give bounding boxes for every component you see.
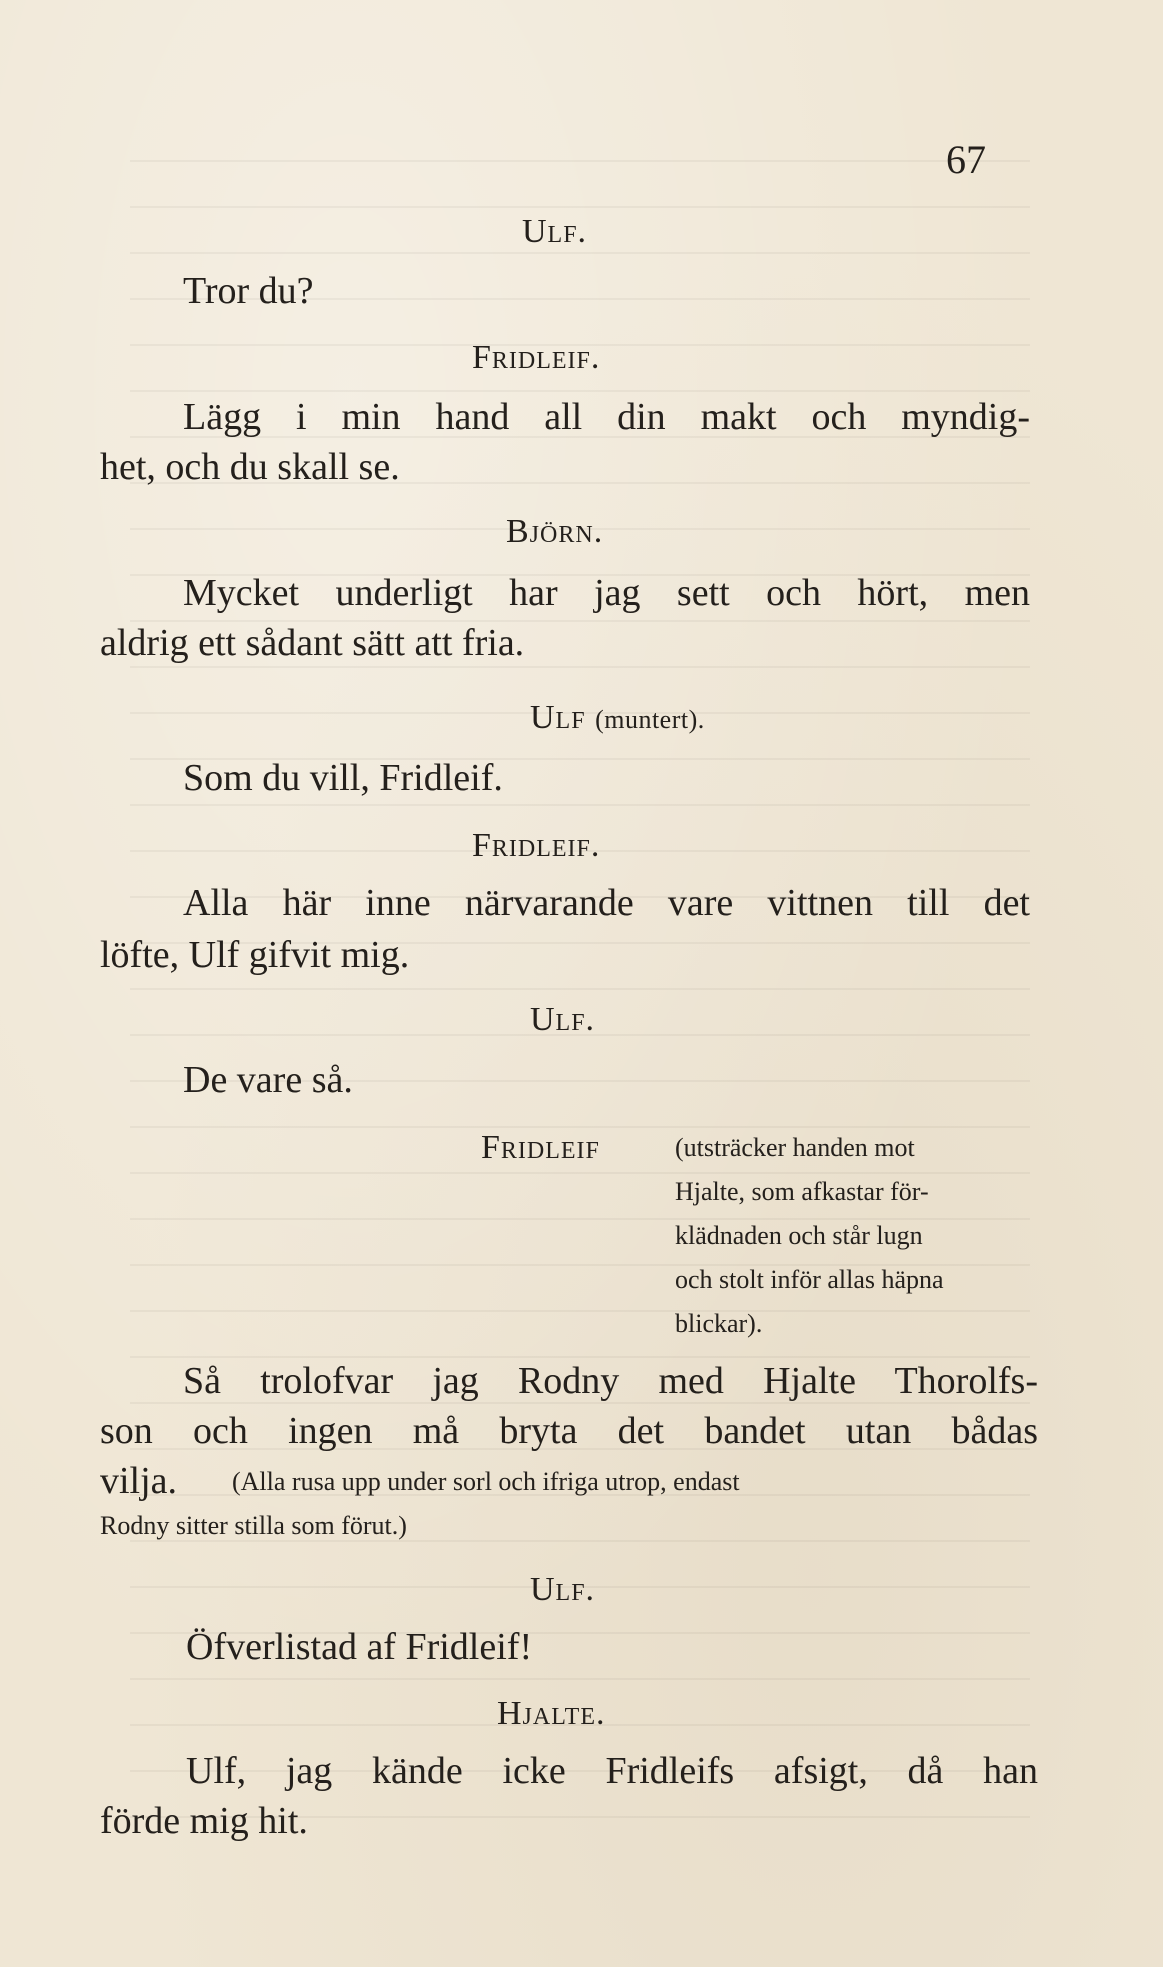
stage-direction-line: Rodny sitter stilla som förut.) <box>100 1511 407 1540</box>
speaker-ulf: Ulf. <box>530 1001 596 1038</box>
dialogue-line: Tror du? <box>183 270 314 312</box>
dialogue-line: Alla här inne närvarande vare vittnen till det <box>183 882 1030 924</box>
stage-direction: (muntert). <box>595 705 705 734</box>
speaker-fridleif: Fridleif. <box>472 827 601 864</box>
speaker-ulf: Ulf. <box>522 213 588 250</box>
stage-direction-line: och stolt inför allas häpna <box>675 1265 944 1294</box>
speaker-bjorn: Björn. <box>506 513 604 550</box>
dialogue-line: vilja. <box>100 1460 178 1502</box>
stage-direction-line: (utsträcker handen mot <box>675 1133 915 1162</box>
dialogue-line: het, och du skall se. <box>100 446 400 488</box>
dialogue-line: Mycket underligt har jag sett och hört, men <box>183 572 1030 614</box>
dialogue-line: son och ingen må bryta det bandet utan bådas <box>100 1410 1038 1452</box>
dialogue-line: Ulf, jag kände icke Fridleifs afsigt, då han <box>186 1750 1038 1792</box>
dialogue-line: löfte, Ulf gifvit mig. <box>100 934 410 976</box>
stage-direction-line: (Alla rusa upp under sorl och ifriga utrop, endast <box>232 1467 740 1496</box>
speaker-fridleif: Fridleif. <box>472 339 601 376</box>
dialogue-line: Öfverlistad af Fridleif! <box>186 1626 533 1668</box>
speaker-ulf: Ulf. <box>530 1571 596 1608</box>
speaker-hjalte: Hjalte. <box>497 1695 606 1732</box>
speaker-fridleif: Fridleif <box>481 1129 600 1166</box>
speaker-ulf-with-direction <box>530 698 705 740</box>
dialogue-line: Lägg i min hand all din makt och myndig- <box>183 396 1030 438</box>
speaker-name: Ulf <box>530 699 586 736</box>
page-number: 67 <box>946 137 986 182</box>
dialogue-line: Så trolofvar jag Rodny med Hjalte Thorolfs- <box>183 1360 1038 1402</box>
dialogue-line: förde mig hit. <box>100 1800 308 1842</box>
dialogue-line: Som du vill, Fridleif. <box>183 757 503 799</box>
stage-direction-line: klädnaden och står lugn <box>675 1221 923 1250</box>
stage-direction-line: Hjalte, som afkastar för- <box>675 1177 929 1206</box>
dialogue-line: aldrig ett sådant sätt att fria. <box>100 622 525 664</box>
stage-direction-line: blickar). <box>675 1309 763 1338</box>
dialogue-line: De vare så. <box>183 1059 353 1101</box>
